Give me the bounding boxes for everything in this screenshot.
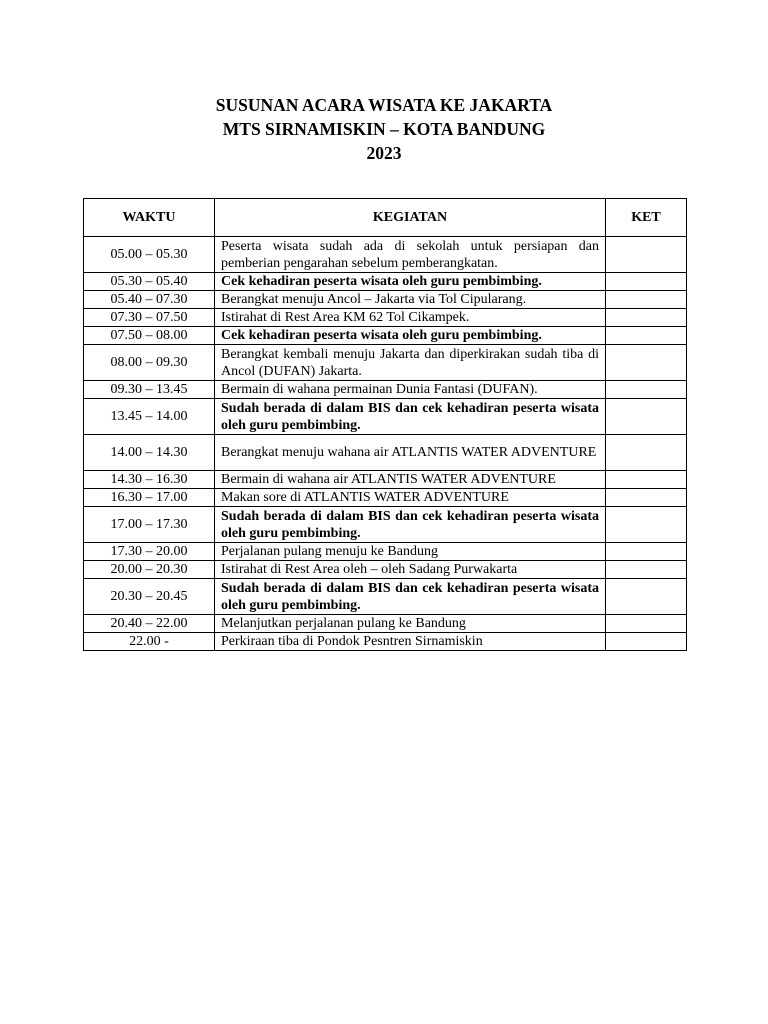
row-ket (606, 579, 687, 615)
row-activity: Sudah berada di dalam BIS dan cek kehadiran peserta wisata oleh guru pembimbing. (215, 399, 606, 435)
title-line-2: MTS SIRNAMISKIN – KOTA BANDUNG (222, 119, 546, 139)
row-activity: Berangkat menuju Ancol – Jakarta via Tol Cipularang. (215, 291, 606, 309)
table-row (84, 327, 687, 345)
row-time: 09.30 – 13.45 (84, 381, 215, 399)
table-header-row (84, 199, 687, 237)
title-line-3: 2023 (366, 143, 402, 163)
table-row (84, 579, 687, 615)
table-row (84, 291, 687, 309)
row-ket (606, 507, 687, 543)
row-time: 05.40 – 07.30 (84, 291, 215, 309)
row-ket (606, 633, 687, 651)
table-row (84, 543, 687, 561)
header-ket: KET (606, 199, 687, 237)
row-activity: Sudah berada di dalam BIS dan cek kehadiran peserta wisata oleh guru pembimbing. (215, 579, 606, 615)
row-time: 20.40 – 22.00 (84, 615, 215, 633)
title-line-1: SUSUNAN ACARA WISATA KE JAKARTA (215, 95, 553, 115)
row-activity: Peserta wisata sudah ada di sekolah untuk persiapan dan pemberian pengarahan sebelum pemberangkatan. (215, 237, 606, 273)
document-title (0, 93, 768, 165)
row-time: 17.30 – 20.00 (84, 543, 215, 561)
row-ket (606, 237, 687, 273)
row-time: 22.00 - (84, 633, 215, 651)
row-ket (606, 435, 687, 471)
row-activity: Perjalanan pulang menuju ke Bandung (215, 543, 606, 561)
row-activity: Bermain di wahana air ATLANTIS WATER ADVENTURE (215, 471, 606, 489)
table-row (84, 561, 687, 579)
row-time: 13.45 – 14.00 (84, 399, 215, 435)
row-activity: Istirahat di Rest Area oleh – oleh Sadang Purwakarta (215, 561, 606, 579)
table-row (84, 345, 687, 381)
row-activity: Berangkat menuju wahana air ATLANTIS WATER ADVENTURE (215, 435, 606, 471)
row-activity: Makan sore di ATLANTIS WATER ADVENTURE (215, 489, 606, 507)
table-row (84, 489, 687, 507)
table-row (84, 309, 687, 327)
row-ket (606, 561, 687, 579)
header-time: WAKTU (84, 199, 215, 237)
table-row (84, 399, 687, 435)
row-ket (606, 381, 687, 399)
row-time: 05.30 – 05.40 (84, 273, 215, 291)
schedule-table (83, 198, 687, 651)
table-row (84, 633, 687, 651)
row-ket (606, 345, 687, 381)
row-time: 16.30 – 17.00 (84, 489, 215, 507)
row-time: 14.00 – 14.30 (84, 435, 215, 471)
table-row (84, 471, 687, 489)
row-ket (606, 543, 687, 561)
row-activity: Melanjutkan perjalanan pulang ke Bandung (215, 615, 606, 633)
row-time: 08.00 – 09.30 (84, 345, 215, 381)
row-time: 07.30 – 07.50 (84, 309, 215, 327)
row-time: 20.30 – 20.45 (84, 579, 215, 615)
row-ket (606, 309, 687, 327)
schedule-body (84, 237, 687, 651)
row-ket (606, 273, 687, 291)
table-row (84, 435, 687, 471)
row-ket (606, 489, 687, 507)
row-activity: Cek kehadiran peserta wisata oleh guru pembimbing. (215, 273, 606, 291)
row-activity: Berangkat kembali menuju Jakarta dan diperkirakan sudah tiba di Ancol (DUFAN) Jakarta. (215, 345, 606, 381)
row-time: 17.00 – 17.30 (84, 507, 215, 543)
row-activity: Perkiraan tiba di Pondok Pesntren Sirnamiskin (215, 633, 606, 651)
row-ket (606, 327, 687, 345)
row-time: 05.00 – 05.30 (84, 237, 215, 273)
row-time: 14.30 – 16.30 (84, 471, 215, 489)
header-activity: KEGIATAN (215, 199, 606, 237)
table-row (84, 381, 687, 399)
row-ket (606, 399, 687, 435)
row-activity: Istirahat di Rest Area KM 62 Tol Cikampek. (215, 309, 606, 327)
row-time: 07.50 – 08.00 (84, 327, 215, 345)
row-activity: Bermain di wahana permainan Dunia Fantasi (DUFAN). (215, 381, 606, 399)
row-activity: Cek kehadiran peserta wisata oleh guru pembimbing. (215, 327, 606, 345)
row-ket (606, 291, 687, 309)
table-row (84, 615, 687, 633)
row-time: 20.00 – 20.30 (84, 561, 215, 579)
row-ket (606, 615, 687, 633)
row-activity: Sudah berada di dalam BIS dan cek kehadiran peserta wisata oleh guru pembimbing. (215, 507, 606, 543)
table-row (84, 507, 687, 543)
table-row (84, 273, 687, 291)
table-row (84, 237, 687, 273)
row-ket (606, 471, 687, 489)
